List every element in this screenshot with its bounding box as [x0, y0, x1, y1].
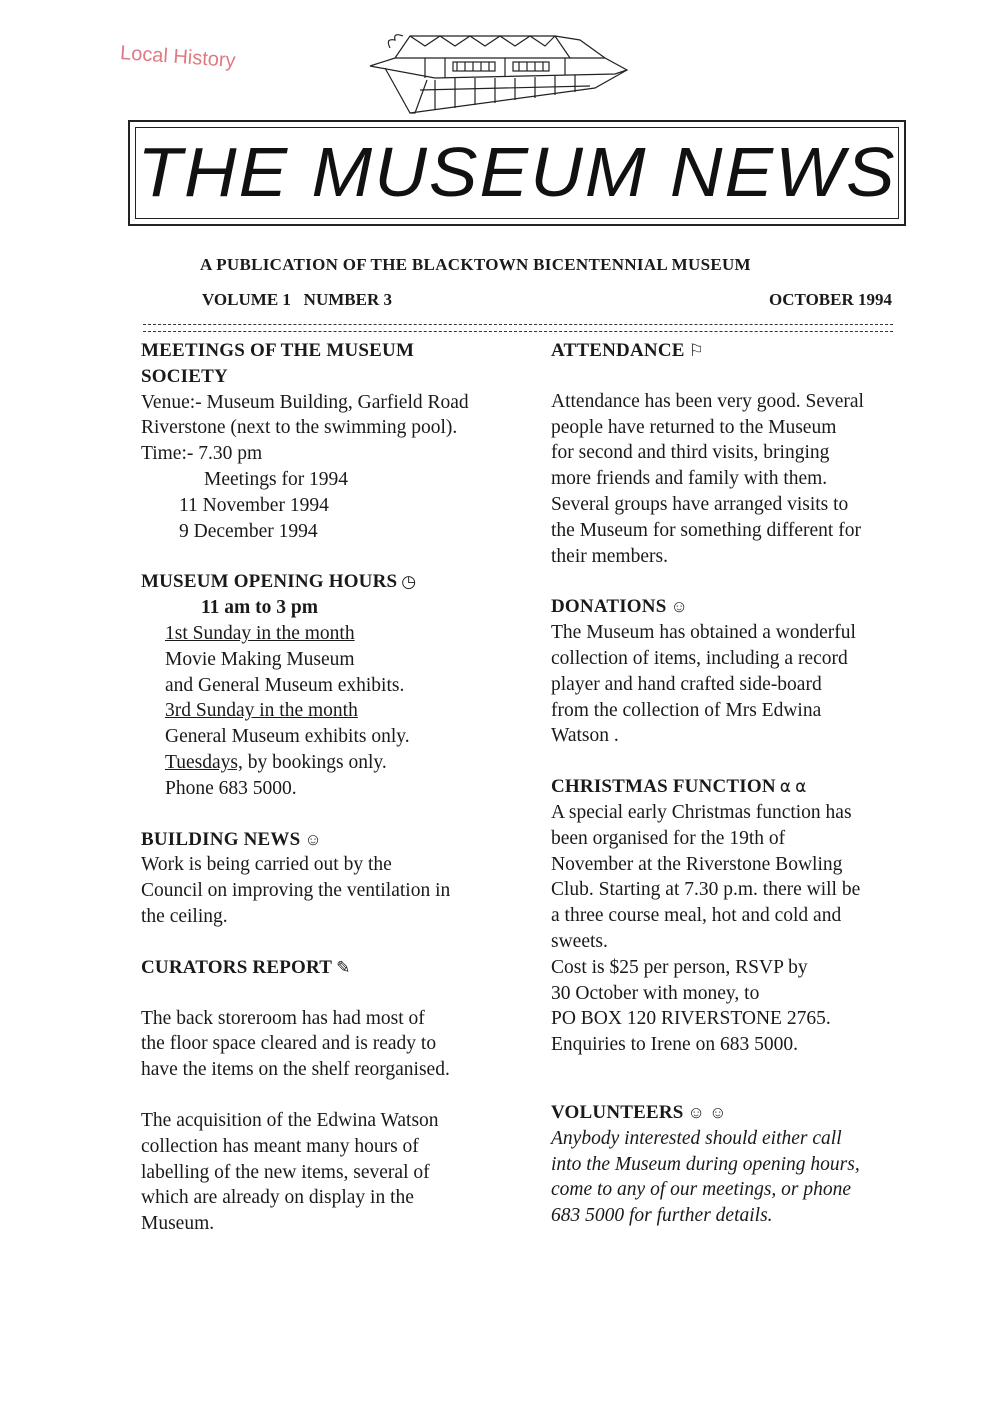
- curators-report-line: Museum.: [141, 1213, 215, 1235]
- meetings-dates-label: Meetings for 1994: [204, 468, 349, 490]
- christmas-function-line: Cost is $25 per person, RSVP by: [551, 956, 808, 978]
- christmas-function-heading: [551, 774, 911, 800]
- building-news-heading-text: BUILDING NEWS: [141, 828, 301, 850]
- christmas-function-line: A special early Christmas function has: [551, 801, 852, 823]
- attendance-line: more friends and family with them.: [551, 468, 828, 490]
- building-news-line: Council on improving the ventilation in: [141, 880, 451, 902]
- curators-report-line: have the items on the shelf reorganised.: [141, 1059, 450, 1081]
- christmas-function-line: November at the Riverstone Bowling: [551, 853, 843, 875]
- attendance-heading-text: ATTENDANCE: [551, 340, 685, 361]
- smiley-icon: ☺: [709, 1102, 727, 1122]
- donations-line: player and hand crafted side-board: [551, 673, 822, 695]
- smiley-icon: ☺: [670, 597, 689, 617]
- meetings-date: 11 November 1994: [179, 494, 329, 516]
- bell-icon: ⍺: [795, 777, 807, 797]
- attendance-line: for second and third visits, bringing: [551, 442, 830, 464]
- attendance-line: people have returned to the Museum: [551, 416, 837, 438]
- issue-volume: VOLUME 1: [202, 290, 291, 309]
- meetings-section: [141, 338, 526, 544]
- donations-section: [551, 594, 911, 749]
- first-sunday-label: 1st Sunday in the month: [165, 622, 355, 644]
- spacer: [141, 544, 526, 569]
- building-news-line: Work is being carried out by the: [141, 854, 392, 876]
- spacer: [141, 1083, 526, 1108]
- meetings-time-line: Time:- 7.30 pm: [141, 443, 263, 465]
- spacer: [141, 802, 526, 827]
- issue-date: OCTOBER 1994: [769, 290, 892, 309]
- christmas-function-line: PO BOX 120 RIVERSTONE 2765.: [551, 1008, 831, 1030]
- volunteers-line: into the Museum during opening hours,: [551, 1153, 860, 1175]
- meetings-venue-line: Venue:- Museum Building, Garfield Road: [141, 391, 469, 413]
- attendance-heading: [551, 338, 911, 364]
- volunteers-heading-text: VOLUNTEERS: [551, 1101, 684, 1123]
- attendance-line: their members.: [551, 545, 668, 567]
- building-news-line: the ceiling.: [141, 905, 228, 927]
- curators-report-line: the floor space cleared and is ready to: [141, 1033, 437, 1055]
- museum-building-illustration: [365, 28, 630, 118]
- tuesdays-line: [141, 750, 526, 776]
- pencil-icon: ✎: [336, 957, 351, 977]
- meetings-venue-line: Riverstone (next to the swimming pool).: [141, 417, 458, 439]
- volunteers-line: Anybody interested should either call: [551, 1127, 842, 1149]
- curators-report-heading-text: CURATORS REPORT: [141, 956, 333, 978]
- spacer: [551, 569, 911, 594]
- smiley-icon: ☺: [687, 1102, 706, 1122]
- donations-line: Watson .: [551, 725, 619, 747]
- first-sunday-line: and General Museum exhibits.: [165, 674, 405, 696]
- donations-heading: [551, 594, 911, 620]
- spacer: [141, 930, 526, 955]
- attendance-section: [551, 338, 911, 569]
- donations-line: collection of items, including a record: [551, 647, 848, 669]
- christmas-function-line: Enquiries to Irene on 683 5000.: [551, 1034, 798, 1056]
- tuesdays-label: Tuesdays,: [165, 751, 243, 773]
- publication-line: A PUBLICATION OF THE BLACKTOWN BICENTENNIAL MUSEUM: [200, 255, 751, 274]
- volunteers-line: come to any of our meetings, or phone: [551, 1179, 852, 1201]
- opening-phone: Phone 683 5000.: [165, 777, 297, 799]
- clock-icon: ◷: [401, 572, 417, 592]
- divider-rule-bottom: [143, 331, 893, 332]
- curators-report-line: The back storeroom has had most of: [141, 1007, 425, 1029]
- attendance-line: Attendance has been very good. Several: [551, 390, 864, 412]
- curators-report-line: The acquisition of the Edwina Watson: [141, 1109, 439, 1131]
- first-sunday-line: Movie Making Museum: [165, 648, 355, 670]
- curators-report-line: collection has meant many hours of: [141, 1135, 419, 1157]
- right-column: [551, 338, 911, 1229]
- donations-line: The Museum has obtained a wonderful: [551, 622, 856, 644]
- christmas-function-line: a three course meal, hot and cold and: [551, 905, 842, 927]
- curators-report-section: [141, 955, 526, 1237]
- local-history-stamp: Local History: [119, 41, 237, 73]
- meetings-heading-1: MEETINGS OF THE MUSEUM: [141, 340, 415, 361]
- curators-report-line: labelling of the new items, several of: [141, 1161, 430, 1183]
- third-sunday-label: 3rd Sunday in the month: [165, 700, 358, 722]
- christmas-function-line: Club. Starting at 7.30 p.m. there will be: [551, 879, 861, 901]
- donations-line: from the collection of Mrs Edwina: [551, 699, 822, 721]
- christmas-function-line: been organised for the 19th of: [551, 827, 786, 849]
- curators-report-line: which are already on display in the: [141, 1187, 414, 1209]
- issue-number: NUMBER 3: [303, 290, 392, 309]
- masthead-box: [128, 120, 906, 226]
- flag-icon: ⚐: [688, 341, 705, 360]
- donations-heading-text: DONATIONS: [551, 596, 667, 618]
- attendance-line: the Museum for something different for: [551, 519, 861, 541]
- opening-hours-section: [141, 569, 526, 801]
- opening-hours-time: 11 am to 3 pm: [201, 597, 318, 619]
- christmas-function-line: sweets.: [551, 930, 608, 952]
- spacer: [141, 981, 526, 1006]
- spacer: [551, 364, 911, 389]
- meetings-date: 9 December 1994: [179, 520, 318, 542]
- newsletter-title: THE MUSEUM NEWS: [137, 133, 897, 211]
- issue-volume-number: [202, 290, 392, 310]
- spacer: [551, 749, 911, 774]
- left-column: [141, 338, 526, 1237]
- third-sunday-line: General Museum exhibits only.: [165, 726, 410, 748]
- opening-hours-heading: [141, 569, 526, 595]
- opening-hours-heading-text: MUSEUM OPENING HOURS: [141, 571, 398, 593]
- tuesdays-rest: by bookings only.: [242, 751, 387, 773]
- attendance-line: Several groups have arranged visits to: [551, 493, 849, 515]
- smiley-icon: ☺: [304, 829, 322, 849]
- building-news-heading: [141, 827, 526, 853]
- meetings-heading-2: SOCIETY: [141, 365, 228, 387]
- divider-rule-top: [143, 324, 893, 325]
- curators-report-heading: [141, 955, 526, 981]
- volunteers-section: [551, 1100, 911, 1229]
- spacer: [551, 1058, 911, 1100]
- christmas-function-heading-text: CHRISTMAS FUNCTION: [551, 776, 776, 798]
- christmas-function-section: [551, 774, 911, 1058]
- volunteers-line: 683 5000 for further details.: [551, 1205, 773, 1227]
- volunteers-heading: [551, 1100, 911, 1126]
- building-news-section: [141, 827, 526, 930]
- christmas-function-line: 30 October with money, to: [551, 982, 760, 1004]
- bell-icon: ⍺: [779, 777, 792, 797]
